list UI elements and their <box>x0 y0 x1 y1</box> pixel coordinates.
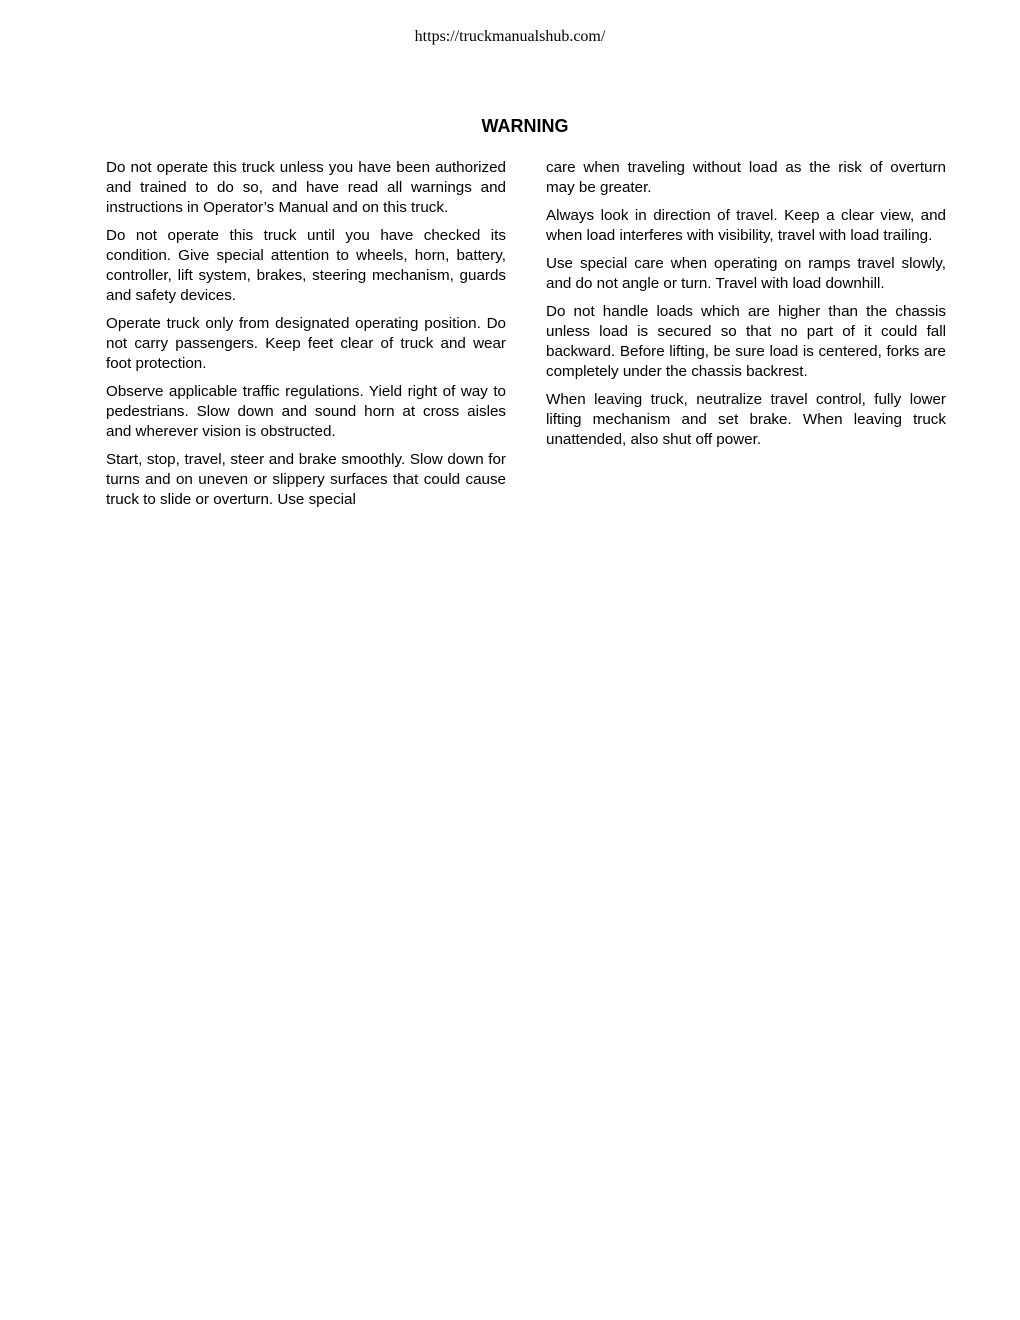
right-column <box>546 158 946 458</box>
header-url: https://truckmanualshub.com/ <box>414 28 606 45</box>
warning-paragraph-smooth-operation-cont: care when traveling without load as the risk of overturn may be greater. <box>546 159 946 196</box>
left-column <box>106 158 506 518</box>
warning-paragraph-operating-position: Operate truck only from designated operating position. Do not carry passengers. Keep feet clear of truck and wear foot protection. <box>106 315 506 372</box>
warning-paragraph-direction-of-travel: Always look in direction of travel. Keep a clear view, and when load interferes with visibility, travel with load trailing. <box>546 207 946 244</box>
warning-paragraph-leaving-truck: When leaving truck, neutralize travel control, fully lower lifting mechanism and set brake. When leaving truck unattended, also shut off power. <box>546 391 946 448</box>
warning-paragraph-load-height: Do not handle loads which are higher than the chassis unless load is secured so that no part of it could fall backward. Before lifting, be sure load is centered, forks are completely under the chassis backrest. <box>546 303 946 380</box>
warning-paragraph-smooth-operation: Start, stop, travel, steer and brake smoothly. Slow down for turns and on uneven or slippery surfaces that could cause truck to slide or overturn. Use special <box>106 451 506 508</box>
warning-paragraph-traffic-regulations: Observe applicable traffic regulations. Yield right of way to pedestrians. Slow down and sound horn at cross aisles and wherever vision is obstructed. <box>106 383 506 440</box>
warning-paragraph-authorization: Do not operate this truck unless you have been authorized and trained to do so, and have read all warnings and instructions in Operator’s Manual and on this truck. <box>106 159 506 216</box>
warning-paragraph-condition-check: Do not operate this truck until you have checked its condition. Give special attention to wheels, horn, battery, controller, lift system, brakes, steering mechanism, guards and safety devices. <box>106 227 506 304</box>
page-title: WARNING <box>481 116 569 136</box>
warning-paragraph-ramps: Use special care when operating on ramps travel slowly, and do not angle or turn. Travel with load downhill. <box>546 255 946 292</box>
